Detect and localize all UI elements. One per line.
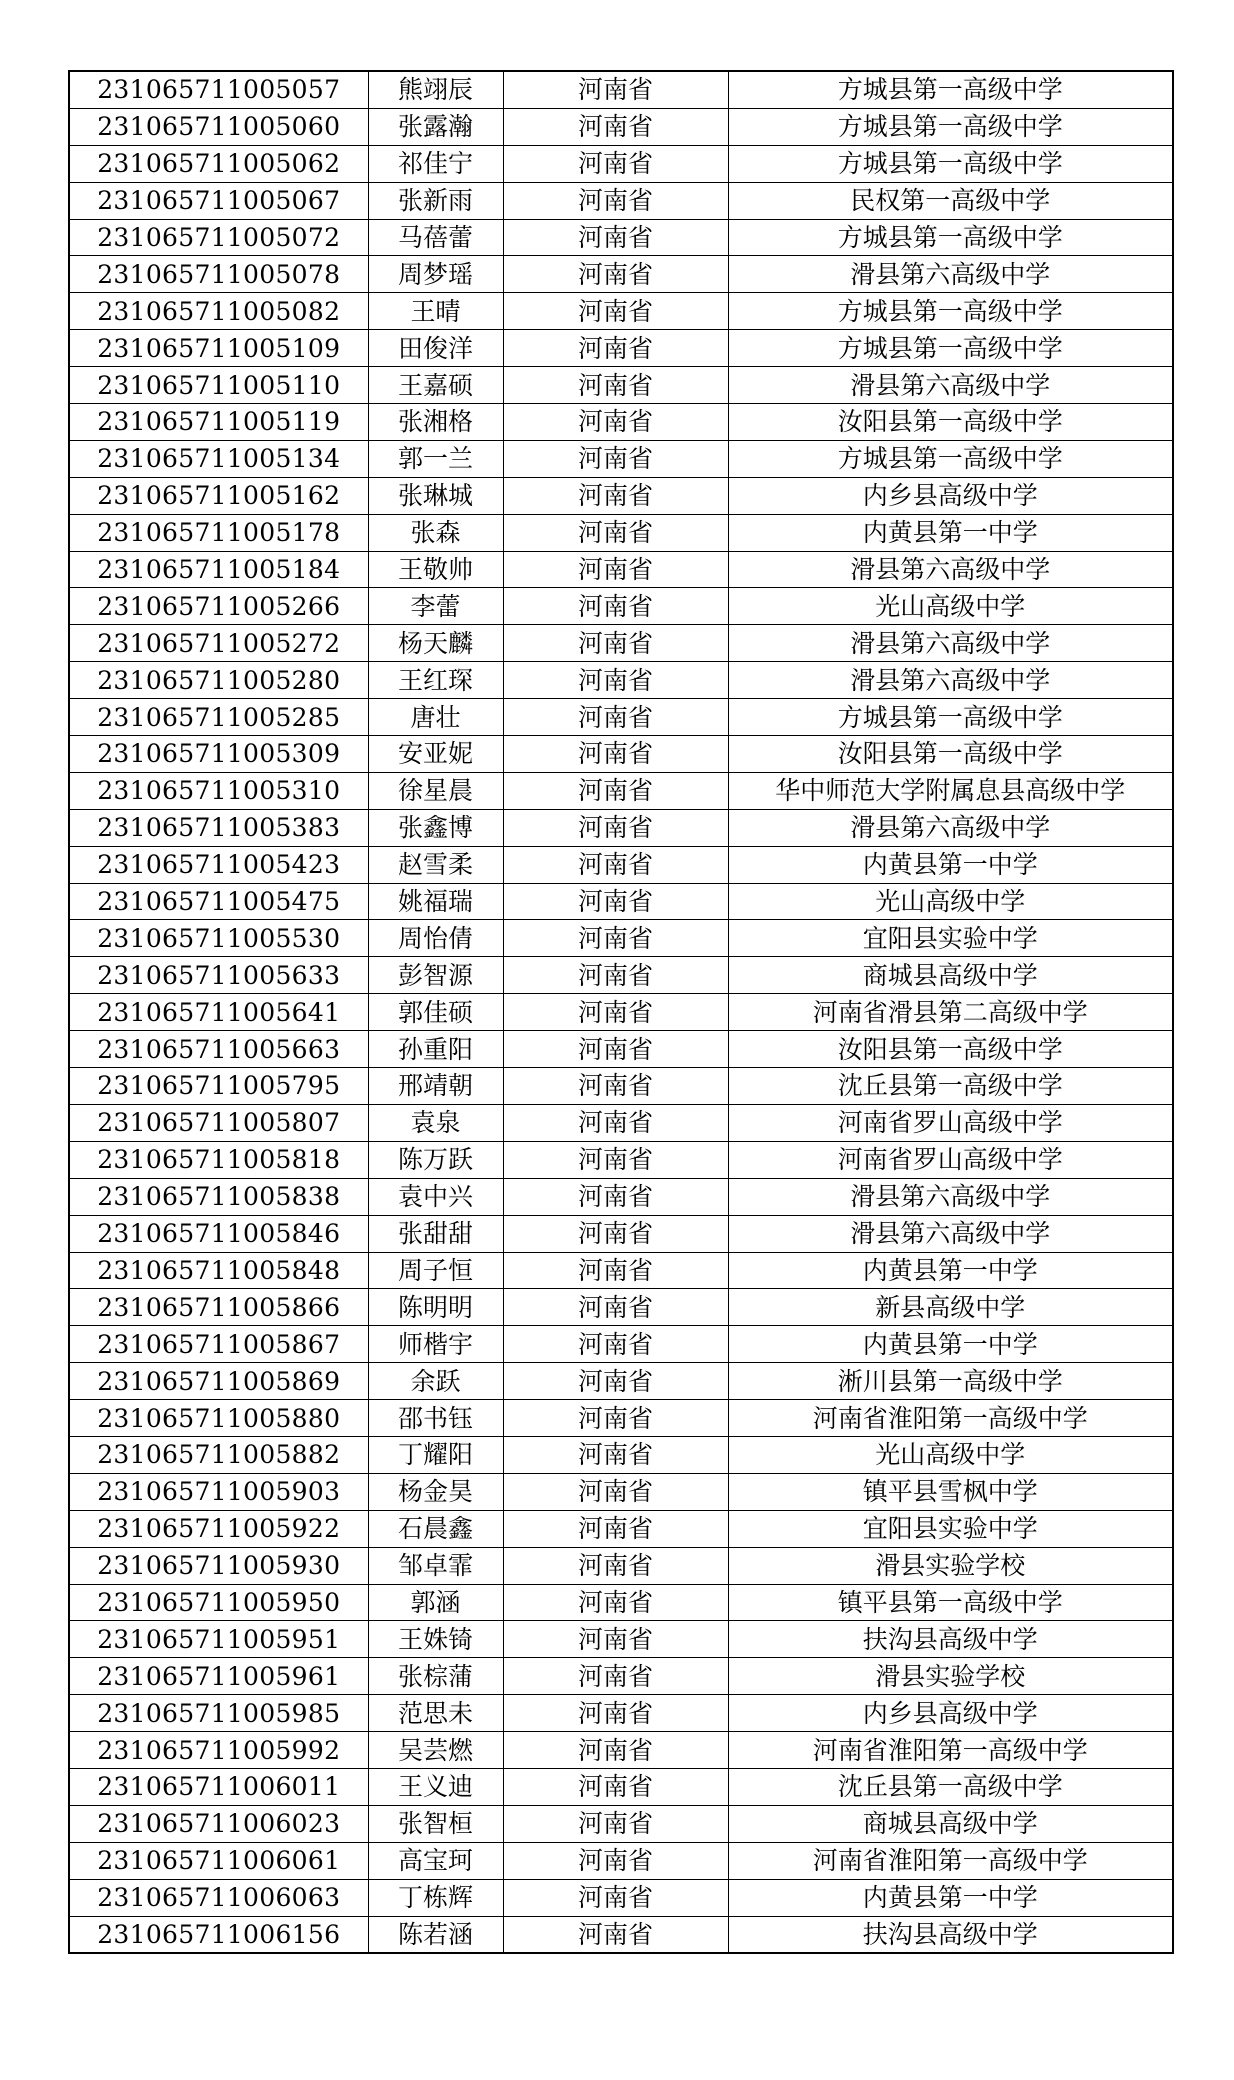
province-cell: 河南省 (503, 1842, 728, 1879)
school-cell: 方城县第一高级中学 (728, 108, 1173, 145)
school-cell: 汝阳县第一高级中学 (728, 1031, 1173, 1068)
table-row (69, 293, 1173, 330)
province-cell: 河南省 (503, 1473, 728, 1510)
student-name-cell: 郭涵 (368, 1584, 503, 1621)
table-row (69, 1768, 1173, 1805)
province-cell: 河南省 (503, 293, 728, 330)
student-name-cell: 周怡倩 (368, 920, 503, 957)
table-row (69, 1916, 1173, 1953)
province-cell: 河南省 (503, 1326, 728, 1363)
student-name-cell: 余跃 (368, 1363, 503, 1400)
table-row (69, 994, 1173, 1031)
exam-id-cell: 231065711005062 (69, 145, 368, 182)
province-cell: 河南省 (503, 809, 728, 846)
student-name-cell: 李蕾 (368, 588, 503, 625)
table-row (69, 1695, 1173, 1732)
province-cell: 河南省 (503, 588, 728, 625)
exam-id-cell: 231065711005309 (69, 736, 368, 773)
table-row (69, 1400, 1173, 1437)
student-name-cell: 彭智源 (368, 957, 503, 994)
exam-id-cell: 231065711005310 (69, 772, 368, 809)
province-cell: 河南省 (503, 1584, 728, 1621)
exam-id-cell: 231065711005423 (69, 846, 368, 883)
province-cell: 河南省 (503, 1916, 728, 1953)
exam-id-cell: 231065711005795 (69, 1068, 368, 1105)
province-cell: 河南省 (503, 1658, 728, 1695)
table-row (69, 736, 1173, 773)
table-row (69, 1732, 1173, 1769)
exam-id-cell: 231065711005530 (69, 920, 368, 957)
table-row (69, 1252, 1173, 1289)
province-cell: 河南省 (503, 145, 728, 182)
school-cell: 沈丘县第一高级中学 (728, 1768, 1173, 1805)
student-name-cell: 袁中兴 (368, 1178, 503, 1215)
exam-id-cell: 231065711005134 (69, 440, 368, 477)
student-name-cell: 熊翊辰 (368, 71, 503, 108)
student-name-cell: 王晴 (368, 293, 503, 330)
school-cell: 方城县第一高级中学 (728, 440, 1173, 477)
exam-id-cell: 231065711005633 (69, 957, 368, 994)
school-cell: 滑县第六高级中学 (728, 367, 1173, 404)
table-row (69, 1104, 1173, 1141)
student-name-cell: 张露瀚 (368, 108, 503, 145)
table-row (69, 182, 1173, 219)
student-name-cell: 袁泉 (368, 1104, 503, 1141)
school-cell: 光山高级中学 (728, 883, 1173, 920)
student-name-cell: 石晨鑫 (368, 1510, 503, 1547)
province-cell: 河南省 (503, 957, 728, 994)
province-cell: 河南省 (503, 440, 728, 477)
province-cell: 河南省 (503, 1879, 728, 1916)
exam-id-cell: 231065711005880 (69, 1400, 368, 1437)
table-row (69, 1436, 1173, 1473)
student-name-cell: 安亚妮 (368, 736, 503, 773)
province-cell: 河南省 (503, 477, 728, 514)
exam-id-cell: 231065711005807 (69, 1104, 368, 1141)
school-cell: 河南省淮阳第一高级中学 (728, 1732, 1173, 1769)
student-name-cell: 郭一兰 (368, 440, 503, 477)
student-name-cell: 王嘉硕 (368, 367, 503, 404)
exam-id-cell: 231065711005475 (69, 883, 368, 920)
exam-id-cell: 231065711005057 (69, 71, 368, 108)
student-name-cell: 王姝锜 (368, 1621, 503, 1658)
table-row (69, 330, 1173, 367)
province-cell: 河南省 (503, 1104, 728, 1141)
province-cell: 河南省 (503, 699, 728, 736)
exam-id-cell: 231065711006023 (69, 1805, 368, 1842)
school-cell: 宜阳县实验中学 (728, 920, 1173, 957)
school-cell: 商城县高级中学 (728, 957, 1173, 994)
table-row (69, 1363, 1173, 1400)
table-row (69, 1031, 1173, 1068)
exam-id-cell: 231065711005866 (69, 1289, 368, 1326)
school-cell: 内乡县高级中学 (728, 1695, 1173, 1732)
table-row (69, 71, 1173, 108)
table-row (69, 1473, 1173, 1510)
school-cell: 河南省罗山高级中学 (728, 1104, 1173, 1141)
province-cell: 河南省 (503, 1068, 728, 1105)
student-name-cell: 杨天麟 (368, 625, 503, 662)
province-cell: 河南省 (503, 404, 728, 441)
table-row (69, 477, 1173, 514)
exam-id-cell: 231065711005930 (69, 1547, 368, 1584)
table-row (69, 883, 1173, 920)
student-name-cell: 张琳城 (368, 477, 503, 514)
student-name-cell: 邵书钰 (368, 1400, 503, 1437)
table-row (69, 625, 1173, 662)
student-name-cell: 陈万跃 (368, 1141, 503, 1178)
exam-id-cell: 231065711005280 (69, 662, 368, 699)
school-cell: 滑县第六高级中学 (728, 662, 1173, 699)
exam-id-cell: 231065711005985 (69, 1695, 368, 1732)
school-cell: 沈丘县第一高级中学 (728, 1068, 1173, 1105)
student-name-cell: 丁栋辉 (368, 1879, 503, 1916)
exam-id-cell: 231065711005078 (69, 256, 368, 293)
table-row (69, 1621, 1173, 1658)
exam-id-cell: 231065711005818 (69, 1141, 368, 1178)
school-cell: 方城县第一高级中学 (728, 699, 1173, 736)
school-cell: 内乡县高级中学 (728, 477, 1173, 514)
table-row (69, 1068, 1173, 1105)
student-name-cell: 姚福瑞 (368, 883, 503, 920)
province-cell: 河南省 (503, 1252, 728, 1289)
province-cell: 河南省 (503, 1510, 728, 1547)
exam-id-cell: 231065711005072 (69, 219, 368, 256)
exam-id-cell: 231065711005992 (69, 1732, 368, 1769)
province-cell: 河南省 (503, 182, 728, 219)
student-name-cell: 范思未 (368, 1695, 503, 1732)
school-cell: 河南省罗山高级中学 (728, 1141, 1173, 1178)
school-cell: 淅川县第一高级中学 (728, 1363, 1173, 1400)
roster-body (69, 71, 1173, 1953)
student-name-cell: 杨金昊 (368, 1473, 503, 1510)
student-name-cell: 郭佳硕 (368, 994, 503, 1031)
school-cell: 方城县第一高级中学 (728, 145, 1173, 182)
school-cell: 方城县第一高级中学 (728, 71, 1173, 108)
table-row (69, 920, 1173, 957)
school-cell: 内黄县第一中学 (728, 846, 1173, 883)
table-row (69, 1879, 1173, 1916)
school-cell: 河南省滑县第二高级中学 (728, 994, 1173, 1031)
exam-id-cell: 231065711006063 (69, 1879, 368, 1916)
province-cell: 河南省 (503, 219, 728, 256)
school-cell: 内黄县第一中学 (728, 1252, 1173, 1289)
province-cell: 河南省 (503, 1621, 728, 1658)
student-name-cell: 孙重阳 (368, 1031, 503, 1068)
exam-id-cell: 231065711005922 (69, 1510, 368, 1547)
exam-id-cell: 231065711005869 (69, 1363, 368, 1400)
school-cell: 新县高级中学 (728, 1289, 1173, 1326)
exam-id-cell: 231065711005903 (69, 1473, 368, 1510)
exam-id-cell: 231065711005178 (69, 514, 368, 551)
school-cell: 扶沟县高级中学 (728, 1621, 1173, 1658)
table-row (69, 1141, 1173, 1178)
province-cell: 河南省 (503, 1732, 728, 1769)
province-cell: 河南省 (503, 108, 728, 145)
school-cell: 方城县第一高级中学 (728, 330, 1173, 367)
exam-id-cell: 231065711005082 (69, 293, 368, 330)
exam-id-cell: 231065711005060 (69, 108, 368, 145)
school-cell: 镇平县第一高级中学 (728, 1584, 1173, 1621)
student-name-cell: 赵雪柔 (368, 846, 503, 883)
province-cell: 河南省 (503, 1695, 728, 1732)
school-cell: 内黄县第一中学 (728, 1326, 1173, 1363)
table-row (69, 662, 1173, 699)
exam-id-cell: 231065711005961 (69, 1658, 368, 1695)
school-cell: 方城县第一高级中学 (728, 219, 1173, 256)
school-cell: 滑县第六高级中学 (728, 625, 1173, 662)
province-cell: 河南省 (503, 71, 728, 108)
province-cell: 河南省 (503, 551, 728, 588)
student-name-cell: 张新雨 (368, 182, 503, 219)
exam-id-cell: 231065711005119 (69, 404, 368, 441)
table-row (69, 1584, 1173, 1621)
student-name-cell: 马蓓蕾 (368, 219, 503, 256)
province-cell: 河南省 (503, 994, 728, 1031)
province-cell: 河南省 (503, 514, 728, 551)
exam-id-cell: 231065711005285 (69, 699, 368, 736)
student-name-cell: 徐星晨 (368, 772, 503, 809)
student-name-cell: 祁佳宁 (368, 145, 503, 182)
exam-id-cell: 231065711005950 (69, 1584, 368, 1621)
school-cell: 河南省淮阳第一高级中学 (728, 1400, 1173, 1437)
school-cell: 滑县第六高级中学 (728, 1178, 1173, 1215)
exam-id-cell: 231065711005867 (69, 1326, 368, 1363)
table-row (69, 145, 1173, 182)
exam-id-cell: 231065711005162 (69, 477, 368, 514)
student-name-cell: 邹卓霏 (368, 1547, 503, 1584)
school-cell: 河南省淮阳第一高级中学 (728, 1842, 1173, 1879)
table-row (69, 1178, 1173, 1215)
school-cell: 华中师范大学附属息县高级中学 (728, 772, 1173, 809)
table-row (69, 809, 1173, 846)
school-cell: 扶沟县高级中学 (728, 1916, 1173, 1953)
table-row (69, 514, 1173, 551)
table-row (69, 219, 1173, 256)
exam-id-cell: 231065711005383 (69, 809, 368, 846)
student-name-cell: 王红琛 (368, 662, 503, 699)
exam-id-cell: 231065711005110 (69, 367, 368, 404)
school-cell: 滑县实验学校 (728, 1658, 1173, 1695)
school-cell: 民权第一高级中学 (728, 182, 1173, 219)
student-name-cell: 张鑫博 (368, 809, 503, 846)
school-cell: 内黄县第一中学 (728, 514, 1173, 551)
table-row (69, 846, 1173, 883)
school-cell: 滑县第六高级中学 (728, 1215, 1173, 1252)
school-cell: 滑县实验学校 (728, 1547, 1173, 1584)
school-cell: 滑县第六高级中学 (728, 256, 1173, 293)
exam-id-cell: 231065711006011 (69, 1768, 368, 1805)
province-cell: 河南省 (503, 1400, 728, 1437)
exam-id-cell: 231065711005067 (69, 182, 368, 219)
exam-id-cell: 231065711006156 (69, 1916, 368, 1953)
table-row (69, 957, 1173, 994)
province-cell: 河南省 (503, 1768, 728, 1805)
table-row (69, 1289, 1173, 1326)
table-row (69, 551, 1173, 588)
province-cell: 河南省 (503, 1436, 728, 1473)
student-name-cell: 陈若涵 (368, 1916, 503, 1953)
table-row (69, 367, 1173, 404)
school-cell: 汝阳县第一高级中学 (728, 404, 1173, 441)
school-cell: 宜阳县实验中学 (728, 1510, 1173, 1547)
table-row (69, 1326, 1173, 1363)
student-name-cell: 田俊洋 (368, 330, 503, 367)
exam-id-cell: 231065711005663 (69, 1031, 368, 1068)
exam-id-cell: 231065711005266 (69, 588, 368, 625)
table-row (69, 404, 1173, 441)
student-name-cell: 吴芸燃 (368, 1732, 503, 1769)
student-name-cell: 丁耀阳 (368, 1436, 503, 1473)
exam-id-cell: 231065711006061 (69, 1842, 368, 1879)
exam-id-cell: 231065711005641 (69, 994, 368, 1031)
province-cell: 河南省 (503, 772, 728, 809)
province-cell: 河南省 (503, 662, 728, 699)
exam-id-cell: 231065711005272 (69, 625, 368, 662)
student-name-cell: 张森 (368, 514, 503, 551)
school-cell: 镇平县雪枫中学 (728, 1473, 1173, 1510)
exam-id-cell: 231065711005838 (69, 1178, 368, 1215)
exam-id-cell: 231065711005951 (69, 1621, 368, 1658)
school-cell: 滑县第六高级中学 (728, 551, 1173, 588)
province-cell: 河南省 (503, 883, 728, 920)
table-row (69, 440, 1173, 477)
table-row (69, 1658, 1173, 1695)
student-name-cell: 王义迪 (368, 1768, 503, 1805)
student-name-cell: 邢靖朝 (368, 1068, 503, 1105)
province-cell: 河南省 (503, 625, 728, 662)
school-cell: 内黄县第一中学 (728, 1879, 1173, 1916)
school-cell: 汝阳县第一高级中学 (728, 736, 1173, 773)
province-cell: 河南省 (503, 1363, 728, 1400)
province-cell: 河南省 (503, 1289, 728, 1326)
province-cell: 河南省 (503, 367, 728, 404)
school-cell: 滑县第六高级中学 (728, 809, 1173, 846)
province-cell: 河南省 (503, 1215, 728, 1252)
province-cell: 河南省 (503, 1031, 728, 1068)
table-row (69, 1510, 1173, 1547)
table-row (69, 1842, 1173, 1879)
exam-id-cell: 231065711005848 (69, 1252, 368, 1289)
student-name-cell: 张甜甜 (368, 1215, 503, 1252)
student-name-cell: 王敬帅 (368, 551, 503, 588)
province-cell: 河南省 (503, 846, 728, 883)
table-row (69, 256, 1173, 293)
student-name-cell: 师楷宇 (368, 1326, 503, 1363)
student-name-cell: 张智桓 (368, 1805, 503, 1842)
table-row (69, 588, 1173, 625)
student-name-cell: 张棕蒲 (368, 1658, 503, 1695)
table-row (69, 699, 1173, 736)
province-cell: 河南省 (503, 1178, 728, 1215)
table-row (69, 772, 1173, 809)
province-cell: 河南省 (503, 1141, 728, 1178)
roster-table (68, 70, 1174, 1954)
table-row (69, 1805, 1173, 1842)
student-name-cell: 高宝珂 (368, 1842, 503, 1879)
exam-id-cell: 231065711005846 (69, 1215, 368, 1252)
province-cell: 河南省 (503, 330, 728, 367)
school-cell: 商城县高级中学 (728, 1805, 1173, 1842)
school-cell: 光山高级中学 (728, 588, 1173, 625)
school-cell: 光山高级中学 (728, 1436, 1173, 1473)
province-cell: 河南省 (503, 736, 728, 773)
student-name-cell: 张湘格 (368, 404, 503, 441)
province-cell: 河南省 (503, 1805, 728, 1842)
school-cell: 方城县第一高级中学 (728, 293, 1173, 330)
exam-id-cell: 231065711005109 (69, 330, 368, 367)
student-name-cell: 周子恒 (368, 1252, 503, 1289)
table-row (69, 108, 1173, 145)
province-cell: 河南省 (503, 920, 728, 957)
student-name-cell: 陈明明 (368, 1289, 503, 1326)
exam-id-cell: 231065711005882 (69, 1436, 368, 1473)
student-name-cell: 周梦瑶 (368, 256, 503, 293)
province-cell: 河南省 (503, 1547, 728, 1584)
table-row (69, 1215, 1173, 1252)
table-row (69, 1547, 1173, 1584)
exam-id-cell: 231065711005184 (69, 551, 368, 588)
student-name-cell: 唐壮 (368, 699, 503, 736)
province-cell: 河南省 (503, 256, 728, 293)
